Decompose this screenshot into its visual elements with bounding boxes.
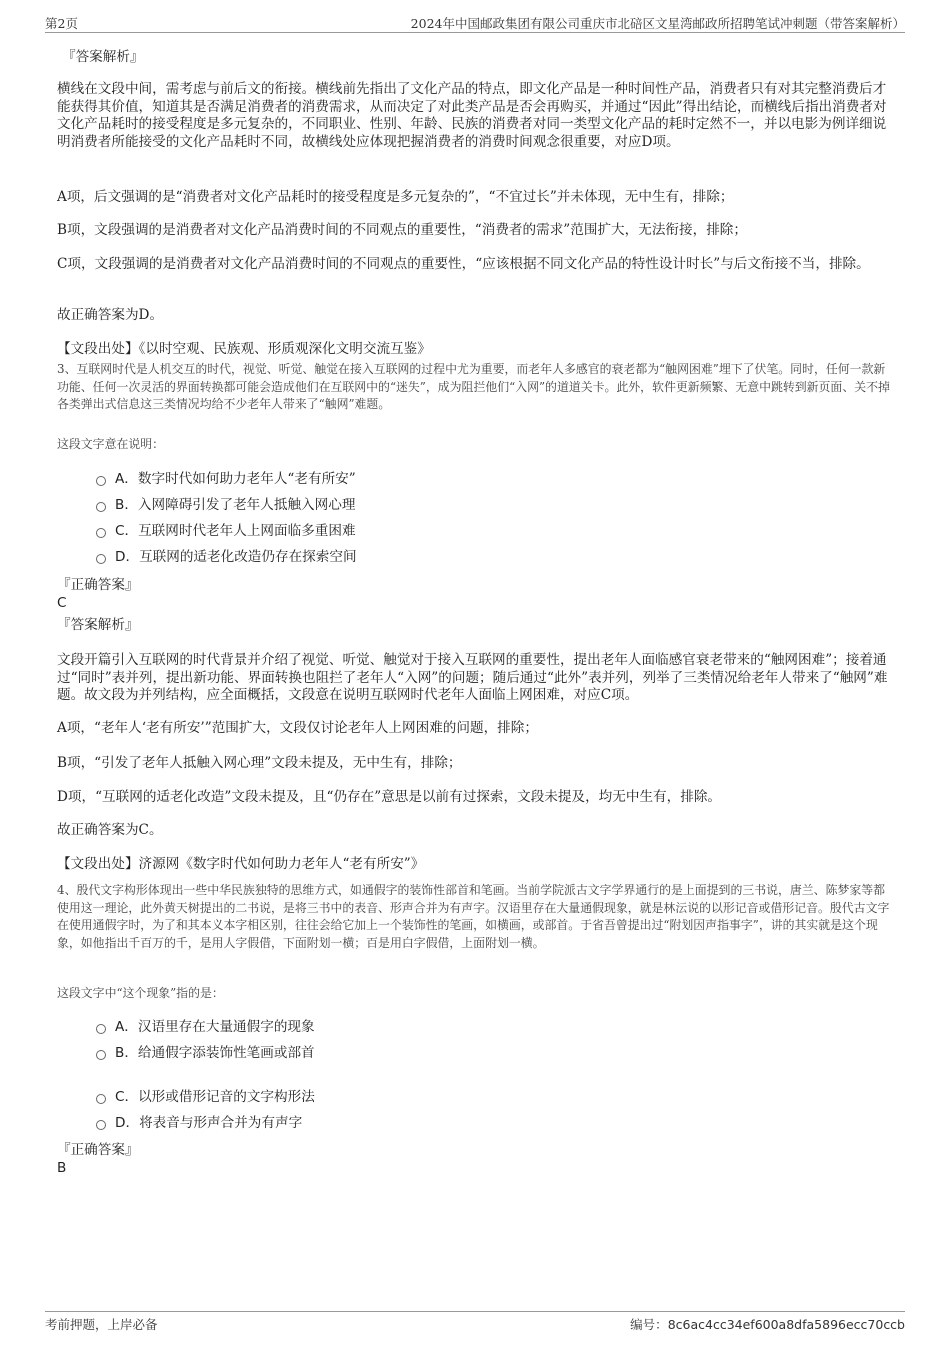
q4-option-b[interactable]: B．给通假字添装饰性笔画或部首 [96, 1044, 315, 1062]
q2-option-b-analysis: B项，文段强调的是消费者对文化产品消费时间的不同观点的重要性，“消费者的需求”范围扩大，无法衔接，排除； [57, 222, 747, 238]
q2-option-a-analysis: A项，后文强调的是“消费者对文化产品耗时的接受程度是多元复杂的”，“不宜过长”并未体现，无中生有，排除； [57, 189, 734, 205]
q2-option-c-analysis: C项，文段强调的是消费者对文化产品消费时间的不同观点的重要性，“应该根据不同文化产品的特性设计时长”与后文衔接不当，排除。 [57, 256, 870, 272]
q4-option-a[interactable]: A．汉语里存在大量通假字的现象 [96, 1018, 315, 1036]
q3-option-a-analysis: A项，“老年人‘老有所安’”范围扩大，文段仅讨论老年人上网困难的问题，排除； [57, 720, 538, 736]
document-id: 编号：8c6ac4cc34ef600a8dfa5896ecc70ccb [630, 1317, 905, 1332]
q4-option-c[interactable]: C．以形或借形记音的文字构形法 [96, 1088, 315, 1106]
q3-option-d[interactable]: D．互联网的适老化改造仍存在探索空间 [96, 548, 357, 566]
q2-analysis-label: 『答案解析』 [62, 49, 144, 65]
q3-stem: 3、互联网时代是人机交互的时代，视觉、听觉、触觉在接入互联网的过程中尤为重要，而老年人多感官的衰老都为“触网困难”埋下了伏笔。同时，任何一款新功能、任何一次灵活的界面转换都可能会造成他们在互联网中的“迷失”，成为阻拦他们“入网”的道道关卡。此外，软件更新频繁、无意中跳转到新页面、关不掉各类弹出式信息这三类情况均给不少老年人带来了“触网”难题。 [57, 362, 890, 411]
q3-option-b-analysis: B项，“引发了老年人抵触入网心理”文段未提及，无中生有，排除； [57, 755, 462, 771]
radio-icon[interactable] [96, 528, 106, 538]
page-header [45, 14, 905, 33]
q2-source: 【文段出处】《以时空观、民族观、形质观深化文明交流互鉴》 [57, 341, 431, 357]
q3-option-a[interactable]: A．数字时代如何助力老年人“老有所安” [96, 470, 356, 488]
q3-option-b[interactable]: B．入网障碍引发了老年人抵触入网心理 [96, 496, 355, 514]
q4-stem: 4、殷代文字构形体现出一些中华民族独特的思维方式，如通假字的装饰性部首和笔画。当前学院派古文字学界通行的是上面提到的三书说，唐兰、陈梦家等都使用这一理论，此外黄天树提出的二书说，是将三书中的表音、形声合并为有声字。汉语里存在大量通假现象，就是林沄说的以形记音或借形记音。殷代古文字在使用通假字时，为了和其本义本字相区别，往往会给它加上一个装饰性的笔画，如横画，或部首。于省吾曾提出过“附划因声指事字”，讲的其实就是这个现象，如他指出千百万的千，是用人字假借，下面附划一横；百是用白字假借，上面附划一横。 [57, 883, 890, 950]
document-title: 2024年中国邮政集团有限公司重庆市北碚区文星湾邮政所招聘笔试冲刺题（带答案解析） [410, 16, 905, 31]
q3-answer: C [57, 595, 67, 611]
q3-analysis-text: 文段开篇引入互联网的时代背景并介绍了视觉、听觉、触觉对于接入互联网的重要性，提出老年人面临感官衰老带来的“触网困难”；接着通过“同时”表并列，提出新功能、界面转换也阻拦了老年人“入网”的问题；随后通过“此外”表并列，列举了三类情况给老年人带来了“触网”难题。故文段为并列结构，应全面概括，文段意在说明互联网时代老年人面临上网困难，对应C项。 [57, 652, 888, 703]
footer-slogan: 考前押题，上岸必备 [45, 1317, 158, 1332]
q4-answer: B [57, 1160, 67, 1176]
q4-answer-label: 『正确答案』 [57, 1142, 139, 1158]
q3-conclusion: 故正确答案为C。 [57, 822, 163, 838]
page-footer [45, 1311, 905, 1335]
q2-conclusion: 故正确答案为D。 [57, 307, 164, 323]
radio-icon[interactable] [96, 502, 106, 512]
q3-analysis-label: 『答案解析』 [57, 617, 139, 633]
q3-option-d-analysis: D项，“互联网的适老化改造”文段未提及，且“仍存在”意思是以前有过探索，文段未提及，均无中生有，排除。 [57, 789, 722, 805]
radio-icon[interactable] [96, 1094, 106, 1104]
q3-answer-label: 『正确答案』 [57, 577, 139, 593]
radio-icon[interactable] [96, 1050, 106, 1060]
page-number: 第2页 [45, 16, 78, 31]
radio-icon[interactable] [96, 1120, 106, 1130]
q3-question: 这段文字意在说明： [57, 437, 165, 451]
q3-source: 【文段出处】济源网《数字时代如何助力老年人“老有所安”》 [57, 856, 425, 872]
radio-icon[interactable] [96, 1024, 106, 1034]
q4-question: 这段文字中“这个现象”指的是： [57, 986, 224, 1000]
q2-analysis-text: 横线在文段中间，需考虑与前后文的衔接。横线前先指出了文化产品的特点，即文化产品是一种时间性产品，消费者只有对其完整消费后才能获得其价值，知道其是否满足消费者的消费需求，从而决定了对此类产品是否会再购买，并通过“因此”得出结论，而横线后指出消费者对文化产品耗时的接受程度是多元复杂的，不同职业、性别、年龄、民族的消费者对同一类型文化产品的耗时定然不一，并以电影为例详细说明消费者所能接受的文化产品耗时不同，故横线处应体现把握消费者的消费时间观念很重要，对应D项。 [57, 81, 887, 150]
q4-option-d[interactable]: D．将表音与形声合并为有声字 [96, 1114, 302, 1132]
radio-icon[interactable] [96, 554, 106, 564]
radio-icon[interactable] [96, 476, 106, 486]
q3-option-c[interactable]: C．互联网时代老年人上网面临多重困难 [96, 522, 356, 540]
